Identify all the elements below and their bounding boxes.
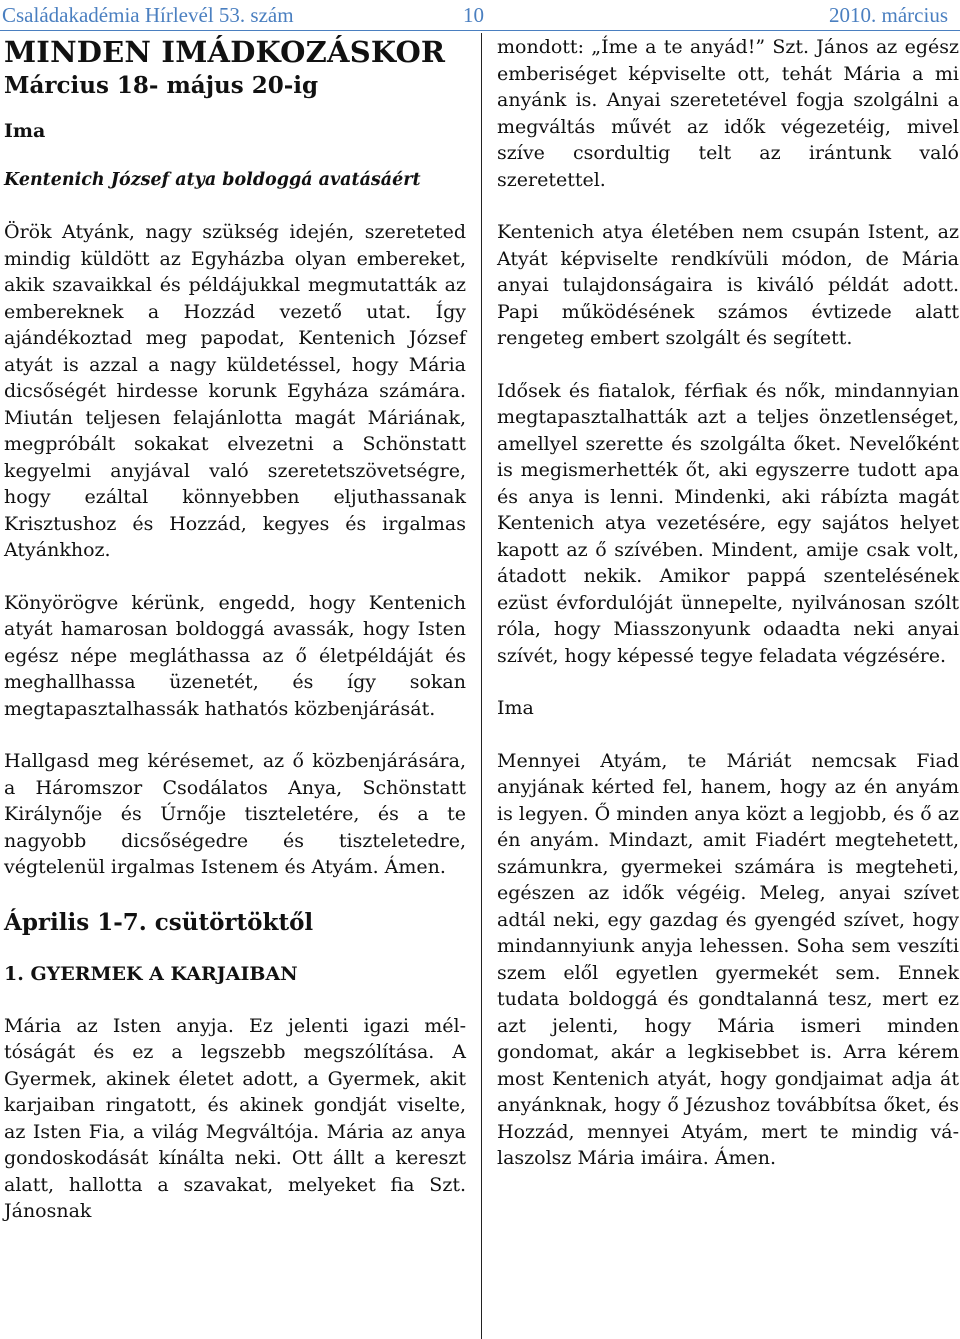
paragraph: mondott: „Íme a te anyád!” Szt. János az egész emberiséget képviselte ott, tehát Mária a mi anyánk is. Anyai szeretetével fogja szolgálni a megváltás művét az idők végezetéig, mivel szíve csordultig telt az irántunk való szeretettel. [497, 36, 959, 191]
main-title: MINDEN IMÁDKOZÁSKOR [4, 35, 446, 69]
issue-date: 2010. március [829, 3, 948, 27]
paragraph: Kentenich atya életében nem csupán Istent, az Atyát képviselte rendkívüli módon, de Mária anyai tulajdonságaira is kiváló példát adott. Papi működésének számos évtizede alatt rengeteg embert szolgált és segített. [497, 221, 959, 349]
paragraph: Mária az Isten anyja. Ez jelenti igazi méltóságát és ez a legszebb megszólítása. A Gyermek, akinek életet adott, a Gyermek, akit karjaiban ringatott, és akinek gondját viselte, az Isten Fia, a világ Megváltója. Mária az anya gondoskodását kínálta neki. Ott állt a kereszt alatt, hallotta a szavakat, melyeket fia Szt. Jánosnak [4, 1014, 466, 1222]
prayer-label: Ima [497, 697, 534, 719]
column-divider [481, 33, 482, 1339]
prayer-subtitle: Kentenich József atya boldoggá avatásáért [4, 170, 421, 190]
paragraph: Könyörögve kérünk, engedd, hogy Kentenich atyát hamarosan boldoggá avassák, hogy Isten egész népe megláthassa az ő életpéldáját és meghallhassa üzenetét, és így sokan megtapasztalhassák hathatós közbenjárását. [4, 591, 466, 720]
right-column [497, 34, 959, 1172]
april-heading: Április 1-7. csütörtöktől [4, 908, 314, 936]
prayer-label: Ima [4, 120, 46, 142]
page-number: 10 [463, 3, 484, 27]
paragraph: Idősek és fiatalok, férfiak és nők, mindannyian megtapasztalhatták azt a teljes önzetlenséget, amellyel szerette és szolgálta őket. Nevelőként is megismerhették őt, aki egyszerre tudott apa és anya is lenni. Mindenki, aki rábízta magát Kentenich atya vezetésére, egy sajátos helyet kapott az ő szívében. Mindent, amije csak volt, átadott nekik. Amikor pappá szentelésének ezüst évfordulóját ünnepelte, nyilvánosan szólt róla, hogy Miasszonyunk odaadta neki anyai szívét, hogy képessé tegye feladata végzésére. [497, 379, 959, 667]
section-heading: 1. GYERMEK A KARJAIBAN [4, 962, 298, 985]
paragraph: Hallgasd meg kérésemet, az ő közbenjárására, a Háromszor Csodálatos Anya, Schönstatt Királynője és Úrnője tiszteletére, és a te nagyobb dicsőségedre és tiszteletedre, végtelenül irgalmas Istenem és Atyám. Ámen. [4, 750, 466, 878]
date-range-title: Március 18- május 20-ig [4, 72, 319, 99]
newsletter-title: Családakadémia Hírlevél 53. szám [2, 3, 294, 27]
paragraph: Örök Atyánk, nagy szükség idején, szereteted mindig küldött az Egyházba olyan embereket, akik szavaikkal és példájukkal megmutatták az embereknek a Hozzád vezető utat. Így ajándékoztad meg papodat, Kentenich József atyát is azzal a nagy küldetéssel, hogy Mária dicsőségét hirdesse korunk Egyháza számára. Miután teljesen felajánlotta magát Máriának, megpróbált sokakat elvezetni a Schönstatt kegyelmi anyjával való szeretetszövetségre, hogy ezáltal könnyebben eljuthassanak Krisztushoz és Hozzád, kegyes és irgalmas Atyánkhoz. [4, 221, 466, 561]
left-column [4, 36, 466, 1225]
paragraph: Mennyei Atyám, te Máriát nemcsak Fiad anyjának kérted fel, hanem, hogy az én anyám is legyen. Ő minden anya közt a legjobb, és ő az én anyám. Mindazt, amit Fiadért megtehetett, számunkra, gyermekei számára is megteheti, egészen az idők végéig. Meleg, anyai szívet adtál neki, egy gazdag és gyengéd szívet, hogy mindannyiunk anyja lehessen. Soha sem veszíti szem elől egyetlen gyermekét sem. Ennek tudata boldoggá és gondtalanná tesz, mert ez azt jelenti, hogy Mária ismeri minden gondomat, akár a legkisebbet is. Arra kérem most Kentenich atyát, hogy gondjaimat adja át anyánknak, hogy ő Jézushoz továbbítsa őket, és Hozzád, mennyei Atyám, mert te mindig válaszolsz Mária imáira. Ámen. [497, 749, 960, 1169]
page-header [0, 0, 960, 31]
